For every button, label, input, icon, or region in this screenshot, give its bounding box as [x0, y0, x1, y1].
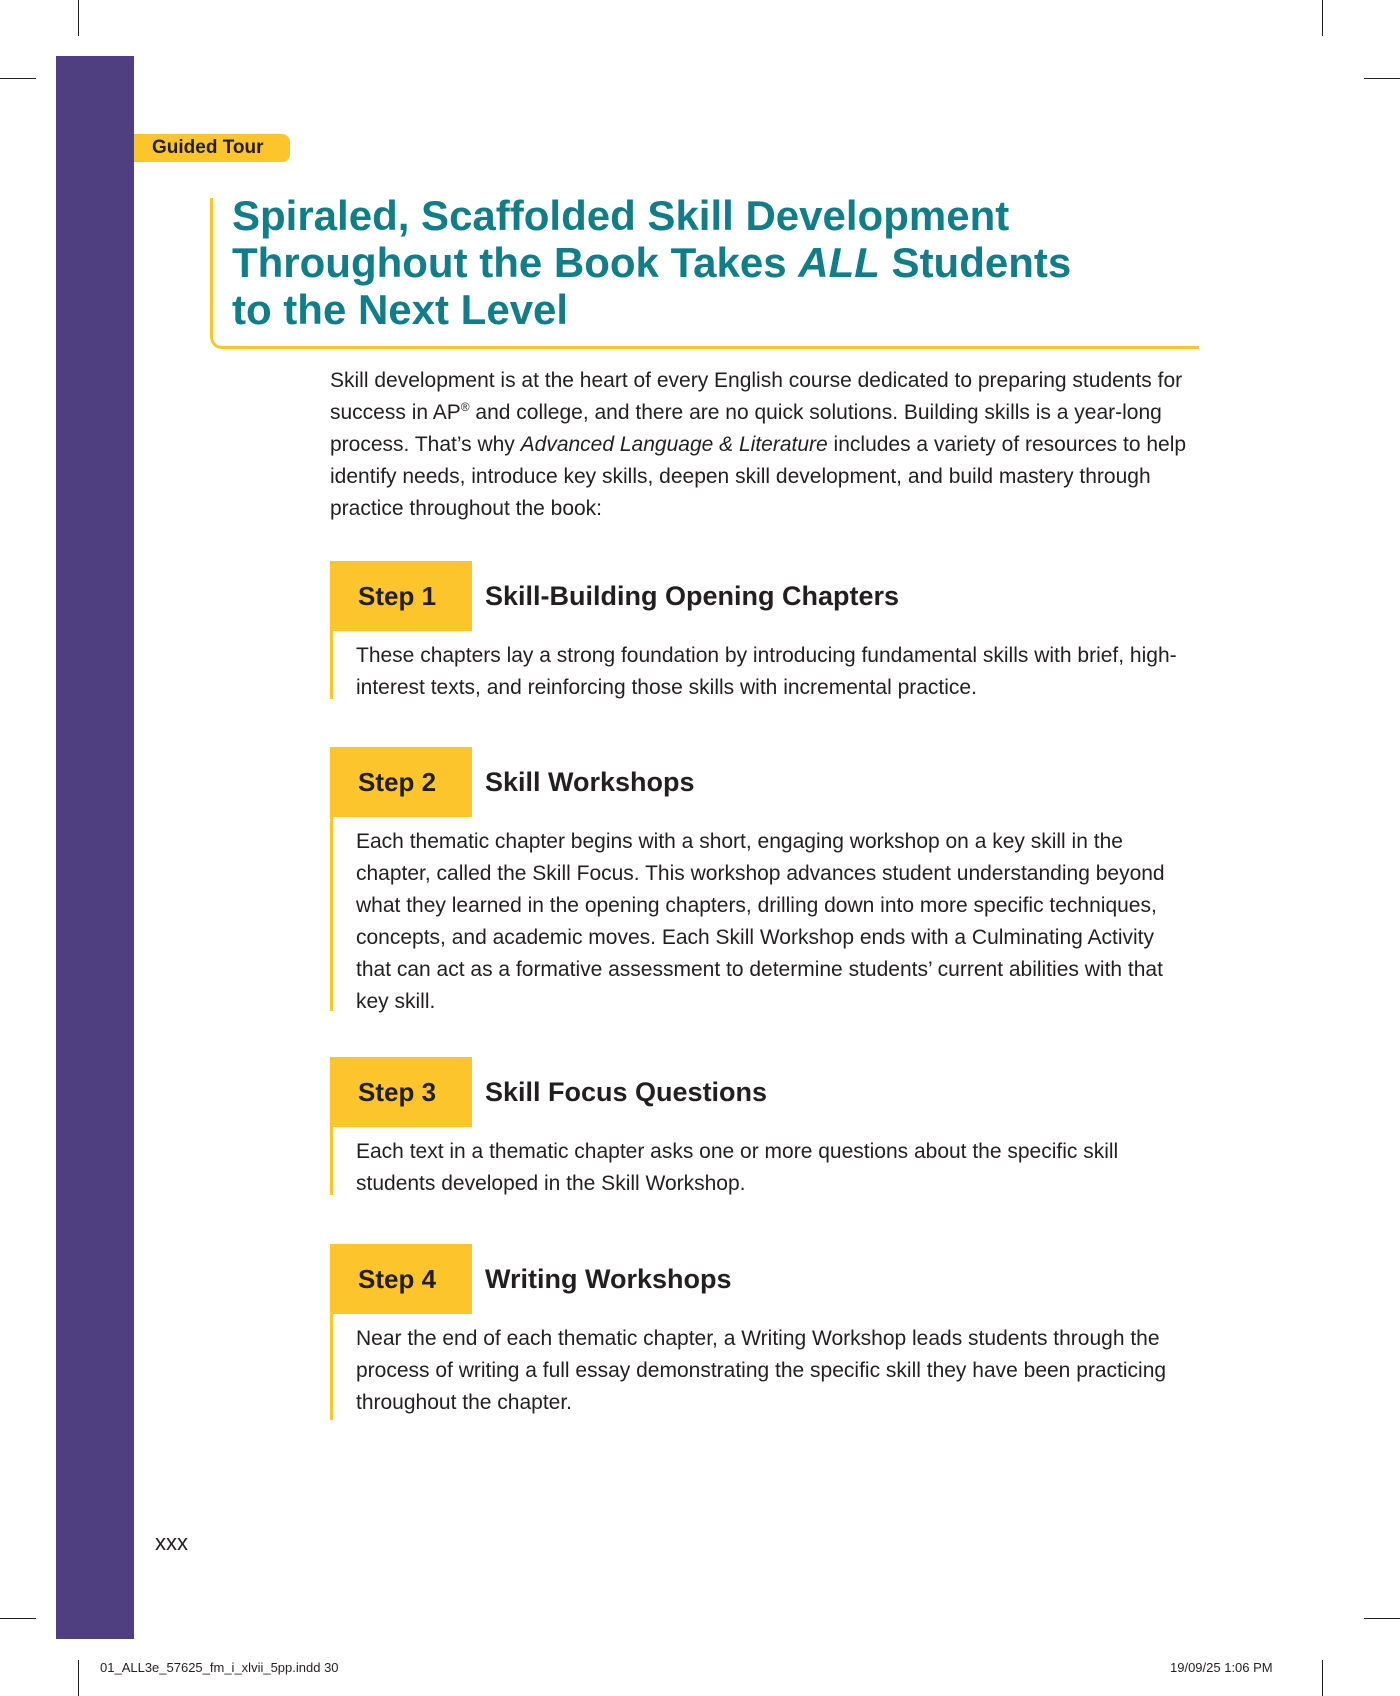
sidebar-band [56, 56, 134, 1639]
title-line-2a: Throughout the Book Takes [232, 239, 799, 286]
intro-text-3: includes a variety of resources to help identify needs, introduce key skills, deepen skill development, and build mastery through practice throughout the book: [330, 433, 1187, 520]
step-title: Skill Workshops [485, 767, 695, 797]
intro-text-2: and college, and there are no quick solutions. Building skills is a year-long process. That’s why [330, 401, 1162, 456]
step-badge: Step 2 [330, 747, 472, 817]
step-description: Each thematic chapter begins with a short, engaging workshop on a key skill in the chapter, called the Skill Focus. This workshop advances student understanding beyond what they learned in the opening chapters, drilling down into more specific techniques, concepts, and academic moves. Each Skill Workshop ends with a Culminating Activity that can act as a formative assessment to determine students’ current abilities with that key skill. [356, 830, 1165, 1013]
file-slug: 01_ALL3e_57625_fm_i_xlvii_5pp.indd 30 [100, 1660, 339, 1675]
title-line-1: Spiraled, Scaffolded Skill Development [232, 192, 1010, 239]
step-description: These chapters lay a strong foundation by introducing fundamental skills with brief, high-interest texts, and reinforcing those skills with incremental practice. [356, 644, 1177, 699]
crop-mark [78, 1660, 79, 1696]
book-title: Advanced Language & Literature [520, 433, 828, 456]
page-title [232, 192, 1071, 333]
intro-paragraph [330, 365, 1200, 525]
intro-text-1: Skill development is at the heart of every English course dedicated to preparing students for success in AP [330, 369, 1183, 424]
title-line-2b: Students [879, 239, 1072, 286]
step-badge: Step 3 [330, 1057, 472, 1127]
step-description: Near the end of each thematic chapter, a Writing Workshop leads students through the process of writing a full essay demonstrating the specific skill they have been practicing throughout the chapter. [356, 1327, 1167, 1414]
step-bar [330, 1314, 333, 1420]
registered-mark: ® [460, 400, 470, 414]
step-bar [330, 1127, 333, 1195]
crop-mark [0, 78, 36, 79]
step-badge: Step 4 [330, 1244, 472, 1314]
crop-mark [78, 0, 79, 36]
step-title: Skill-Building Opening Chapters [485, 581, 900, 611]
crop-mark [1364, 78, 1400, 79]
page-number: xxx [155, 1530, 188, 1555]
step-badge: Step 1 [330, 561, 472, 631]
section-tag: Guided Tour [134, 134, 290, 162]
step-title: Writing Workshops [485, 1264, 732, 1294]
timestamp-slug: 19/09/25 1:06 PM [1170, 1660, 1273, 1675]
crop-mark [1364, 1618, 1400, 1619]
step-bar [330, 631, 333, 699]
title-line-3: to the Next Level [232, 286, 569, 333]
crop-mark [1322, 1660, 1323, 1696]
crop-mark [0, 1618, 36, 1619]
step-title: Skill Focus Questions [485, 1077, 768, 1107]
title-emphasis: ALL [798, 239, 880, 286]
step-bar [330, 817, 333, 1011]
crop-mark [1322, 0, 1323, 36]
step-description: Each text in a thematic chapter asks one or more questions about the specific skill students developed in the Skill Workshop. [356, 1140, 1119, 1195]
